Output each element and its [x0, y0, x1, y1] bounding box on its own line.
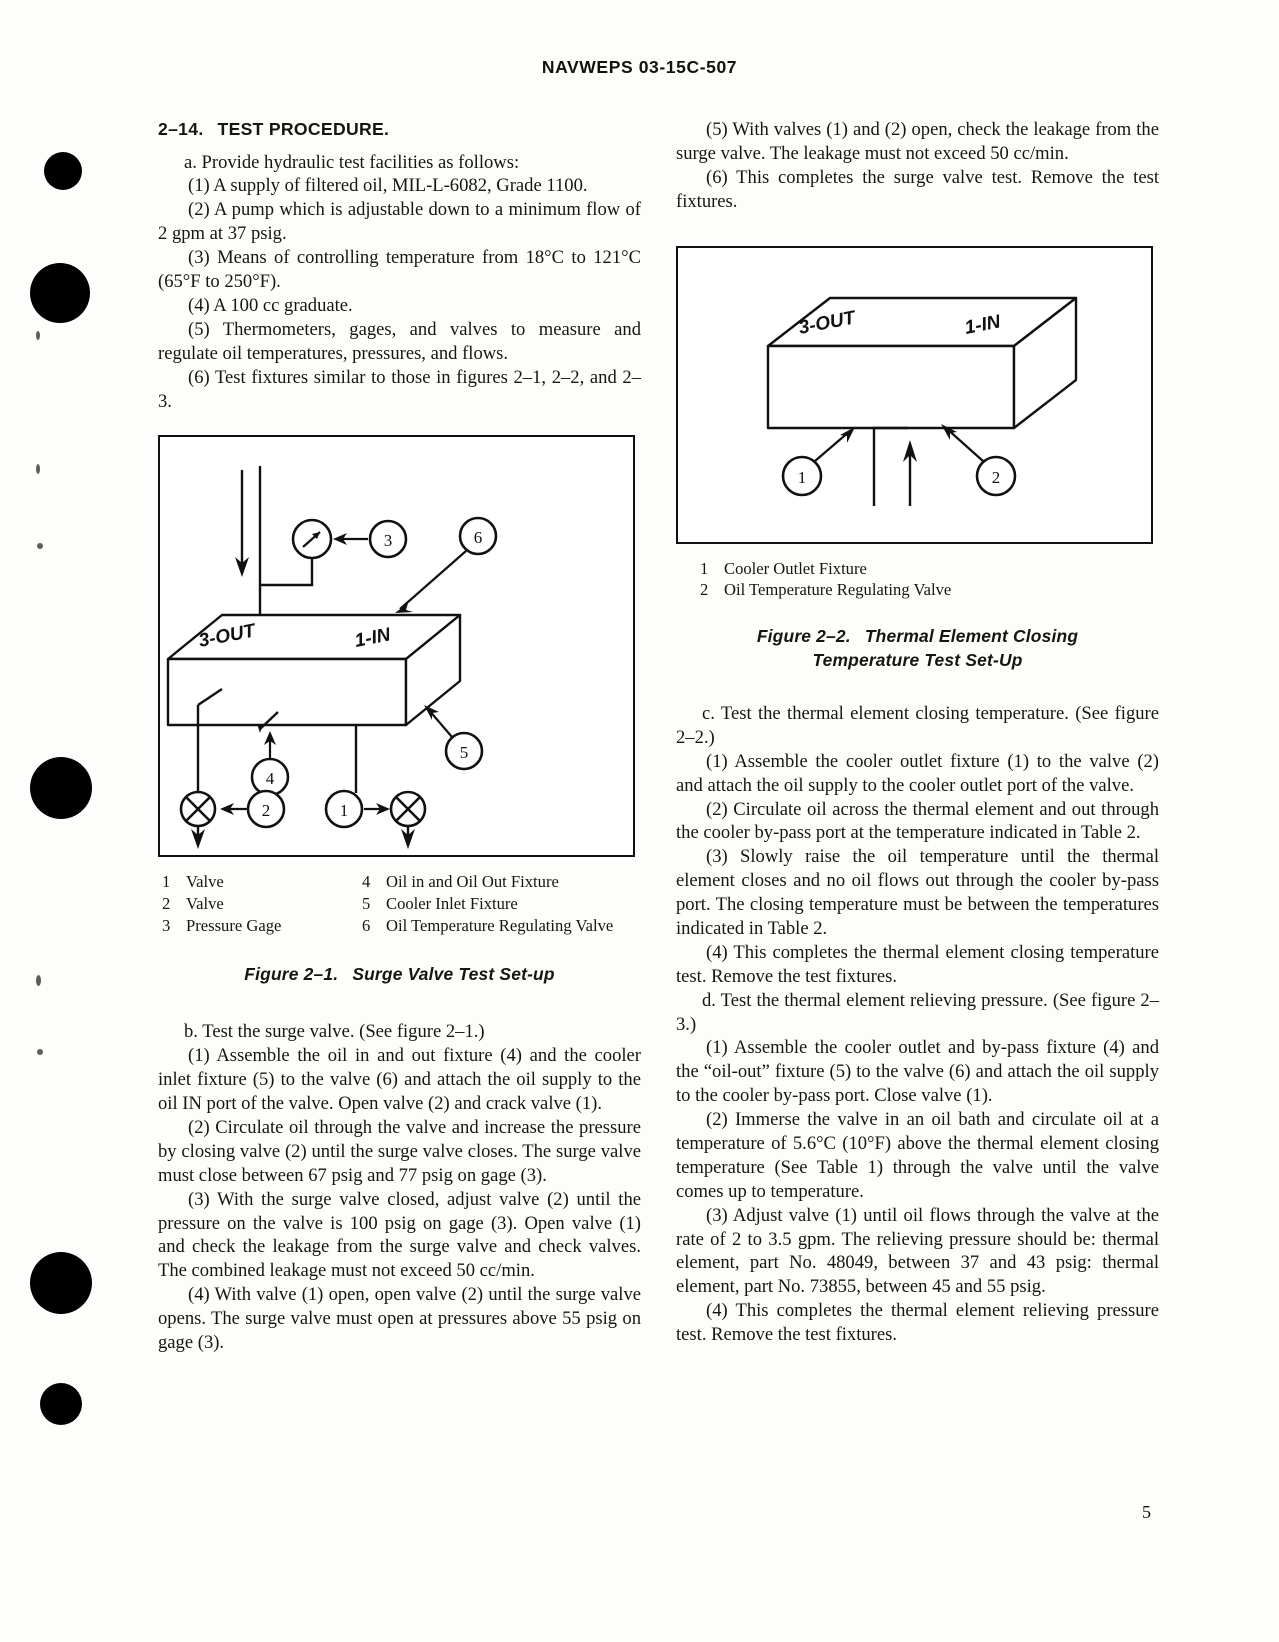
legend-number: 2 — [700, 580, 709, 600]
section-number: 2–14. — [158, 119, 204, 139]
paragraph-c: c. Test the thermal element closing temperature. (See figure 2–2.) — [676, 702, 1159, 748]
figure-2-2-legend — [676, 558, 1159, 602]
paragraph-d2: (2) Immerse the valve in an oil bath and circulate oil at a temperature of 5.6°C (10°F) above the thermal element closing temperature (See Table 1) through the valve until the valve comes up to temperature. — [676, 1109, 1159, 1202]
legend-label: Oil Temperature Regulating Valve — [724, 580, 952, 600]
legend-item — [362, 915, 613, 937]
paragraph-a6: (6) Test fixtures similar to those in figures 2–1, 2–2, and 2–3. — [158, 366, 641, 412]
binder-hole — [30, 263, 90, 323]
legend-label: Pressure Gage — [186, 916, 282, 936]
paragraph-c2: (2) Circulate oil across the thermal element and out through the cooler by-pass port at the temperature indicated in Table 2. — [676, 798, 1159, 844]
port-label-in: 1-IN — [352, 624, 393, 653]
port-label-in: 1-IN — [962, 311, 1003, 339]
page-header: NAVWEPS 03-15C-507 — [541, 57, 738, 77]
legend-number: 1 — [700, 558, 709, 578]
paragraph-a5: (5) Thermometers, gages, and valves to measure and regulate oil temperatures, pressures, and flows. — [158, 318, 641, 364]
legend-number: 6 — [362, 916, 371, 936]
legend-label: Oil in and Oil Out Fixture — [386, 872, 559, 892]
right-column — [676, 118, 1159, 1347]
figure-2-2-caption — [676, 625, 1159, 672]
left-column — [158, 118, 641, 1355]
binder-hole — [30, 1252, 92, 1314]
legend-item — [162, 871, 362, 893]
svg-text:1: 1 — [339, 801, 349, 821]
legend-label: Cooler Inlet Fixture — [386, 894, 518, 914]
legend-item — [362, 871, 559, 893]
scan-speck — [37, 543, 43, 549]
figure-2-1-frame — [158, 435, 635, 857]
valve-symbol-left — [181, 792, 215, 826]
legend-item — [700, 558, 1159, 580]
figure-2-1-legend — [158, 871, 641, 937]
scan-speck — [37, 1049, 43, 1055]
paragraph-a3: (3) Means of controlling temperature from 18°C to 121°C (65°F to 250°F). — [158, 247, 641, 293]
paragraph-d4: (4) This completes the thermal element relieving pressure test. Remove the test fixtures. — [676, 1300, 1159, 1346]
svg-text:3: 3 — [383, 531, 393, 551]
figure-caption-label: Figure 2–2. — [756, 626, 851, 647]
svg-text:4: 4 — [265, 769, 275, 789]
port-label-out: 3-OUT — [796, 306, 857, 339]
figure-caption-title-1: Thermal Element Closing — [864, 626, 1079, 647]
paragraph-b3: (3) With the surge valve closed, adjust valve (2) until the pressure on the valve is 100 psig on gage (3). Open valve (1) and check the leakage from the surge valve and check valves. The combined leakage must not exceed 50 cc/min. — [158, 1188, 641, 1282]
svg-text:6: 6 — [473, 528, 483, 548]
paragraph-b5: (5) With valves (1) and (2) open, check the leakage from the surge valve. The leakage must not exceed 50 cc/min. — [676, 119, 1159, 164]
binder-hole — [40, 1383, 82, 1425]
valve-symbol-right — [391, 792, 425, 826]
legend-label: Valve — [186, 894, 224, 914]
paragraph-b2: (2) Circulate oil through the valve and increase the pressure by closing valve (2) until the surge valve closes. The surge valve must close between 67 psig and 77 psig on gage (3). — [158, 1116, 641, 1186]
legend-row — [162, 871, 641, 893]
figure-caption-label: Figure 2–1. — [244, 964, 339, 985]
svg-text:1: 1 — [797, 467, 807, 487]
scan-speck — [36, 331, 40, 340]
paragraph-b: b. Test the surge valve. (See figure 2–1.) — [184, 1021, 485, 1043]
paragraph-d1: (1) Assemble the cooler outlet and by-pass fixture (4) and the “oil-out” fixture (5) to the valve (6) and attach the oil supply to the cooler by-pass port. Close valve (1). — [676, 1037, 1159, 1107]
figure-2-1-diagram — [160, 437, 629, 851]
legend-row — [162, 915, 641, 937]
paragraph-d3: (3) Adjust valve (1) until oil flows through the valve at the rate of 2 to 3.5 gpm. The relieving pressure should be: thermal element, part No. 48049, between 37 and 43 psig: thermal element, part No. 73855, between 45 and 55 psig. — [676, 1204, 1159, 1298]
legend-number: 1 — [162, 872, 171, 892]
paragraph-c3: (3) Slowly raise the oil temperature until the thermal element closes and no oil flows out through the cooler by-pass port. The closing temperature must be between the temperatures indicated in Table 2. — [676, 846, 1159, 939]
svg-text:2: 2 — [991, 467, 1001, 487]
figure-caption-line-1 — [676, 625, 1159, 648]
page-number: 5 — [1142, 1502, 1151, 1522]
legend-item — [162, 915, 362, 937]
paragraph-b1: (1) Assemble the oil in and out fixture (4) and the cooler inlet fixture (5) to the valve (6) and attach the oil supply to the oil IN port of the valve. Open valve (2) and crack valve (1). — [158, 1045, 641, 1115]
paragraph-b4: (4) With valve (1) open, open valve (2) until the surge valve opens. The surge valve must open at pressures above 55 psig on gage (3). — [158, 1284, 641, 1353]
port-label-out: 3-OUT — [196, 620, 257, 653]
legend-item — [362, 893, 518, 915]
binder-hole — [44, 152, 82, 190]
paragraph-a1: (1) A supply of filtered oil, MIL-L-6082, Grade 1100. — [188, 175, 588, 197]
paragraph-b6: (6) This completes the surge valve test. Remove the test fixtures. — [676, 166, 1159, 212]
legend-number: 2 — [162, 894, 171, 914]
scan-speck — [36, 464, 40, 474]
legend-item — [162, 893, 362, 915]
legend-number: 4 — [362, 872, 371, 892]
legend-number: 5 — [362, 894, 371, 914]
section-title: TEST PROCEDURE. — [217, 119, 390, 139]
binder-hole — [30, 757, 92, 819]
paragraph-d: d. Test the thermal element relieving pressure. (See figure 2–3.) — [676, 989, 1159, 1035]
figure-2-2-diagram — [678, 248, 1147, 538]
paragraph-a: a. Provide hydraulic test facilities as follows: — [184, 151, 520, 173]
legend-row — [162, 893, 641, 915]
paragraph-a4: (4) A 100 cc graduate. — [188, 294, 353, 316]
paragraph-c1: (1) Assemble the cooler outlet fixture (1) to the valve (2) and attach the oil supply to the cooler outlet port of the valve. — [676, 750, 1159, 796]
figure-2-2 — [676, 246, 1159, 672]
paragraph-c4: (4) This completes the thermal element closing temperature test. Remove the test fixtures. — [676, 941, 1159, 987]
legend-label: Valve — [186, 872, 224, 892]
figure-caption-title: Surge Valve Test Set-up — [352, 964, 555, 985]
figure-caption-line-2: Temperature Test Set-Up — [812, 649, 1023, 670]
legend-number: 3 — [162, 916, 171, 936]
figure-2-1-caption — [158, 963, 641, 986]
figure-2-2-frame — [676, 246, 1153, 544]
legend-label: Oil Temperature Regulating Valve — [386, 916, 614, 936]
svg-text:2: 2 — [261, 801, 271, 821]
paragraph-a2: (2) A pump which is adjustable down to a minimum flow of 2 gpm at 37 psig. — [158, 199, 641, 245]
svg-text:5: 5 — [459, 743, 469, 763]
figure-2-1 — [158, 435, 641, 986]
scan-speck — [36, 975, 41, 986]
section-heading — [158, 118, 641, 141]
legend-label: Cooler Outlet Fixture — [724, 558, 867, 578]
legend-item — [700, 579, 1159, 601]
